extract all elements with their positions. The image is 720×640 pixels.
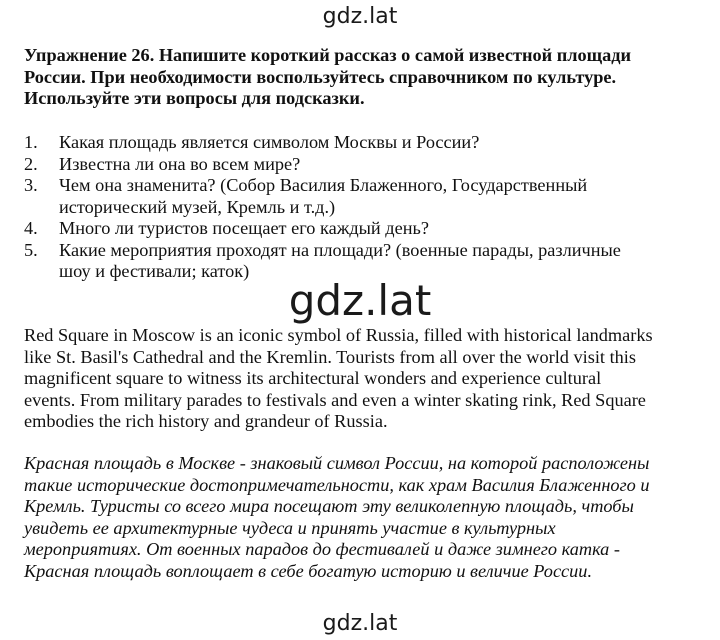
- question-line: Чем она знаменита? (Собор Василия Блаженного, Государственный: [59, 175, 588, 195]
- russian-line: Кремль. Туристы со всего мира посещают эту великолепную площадь, чтобы: [24, 496, 634, 516]
- question-item: [24, 132, 704, 154]
- english-line: Red Square in Moscow is an iconic symbol of Russia, filled with historical landmarks: [24, 325, 653, 345]
- russian-line: мероприятиях. От военных парадов до фестивалей и даже зимнего катка -: [24, 539, 620, 559]
- question-line: Какая площадь является символом Москвы и России?: [59, 132, 480, 152]
- question-line: Известна ли она во всем мире?: [59, 153, 301, 174]
- heading-line: России. При необходимости воспользуйтесь справочником по культуре.: [24, 66, 617, 87]
- question-text: [59, 218, 704, 240]
- watermark-middle: gdz.lat: [288, 276, 432, 325]
- watermark-bottom: gdz.lat: [322, 611, 398, 636]
- question-number: 4.: [24, 218, 38, 238]
- question-item: [24, 175, 704, 218]
- question-line: исторический музей, Кремль и т.д.): [59, 196, 336, 217]
- question-number: 3.: [24, 175, 38, 195]
- heading-line: Используйте эти вопросы для подсказки.: [24, 88, 365, 108]
- english-line: events. From military parades to festivals and even a winter skating rink, Red Square: [24, 389, 646, 410]
- russian-line: Красная площадь в Москве - знаковый символ России, на которой расположены: [24, 453, 650, 473]
- exercise-heading: [24, 45, 694, 110]
- russian-line: Красная площадь воплощает в себе богатую историю и величие России.: [24, 560, 593, 581]
- question-number: 1.: [24, 132, 38, 152]
- russian-line: увидеть ее архитектурные чудеса и принять участие в культурных: [24, 517, 556, 538]
- english-line: embodies the rich history and grandeur of Russia.: [24, 411, 388, 431]
- question-list: [24, 132, 704, 283]
- question-text: [59, 175, 704, 218]
- english-answer-paragraph: [24, 325, 704, 433]
- english-line: magnificent square to witness its architectural wonders and experience cultural: [24, 368, 602, 388]
- question-text: [59, 154, 704, 176]
- russian-line: такие исторические достопримечательности, как храм Василия Блаженного и: [24, 474, 650, 495]
- question-number: 2.: [24, 153, 38, 174]
- heading-line: Упражнение 26. Напишите короткий рассказ о самой известной площади: [24, 45, 632, 65]
- question-number: 5.: [24, 239, 38, 260]
- english-line: like St. Basil's Cathedral and the Kremlin. Tourists from all over the world visit this: [24, 346, 636, 367]
- question-line: Много ли туристов посещает его каждый день?: [59, 218, 429, 238]
- question-item: [24, 218, 704, 240]
- question-line: шоу и фестивали; каток): [59, 261, 250, 281]
- question-item: [24, 154, 704, 176]
- question-text: [59, 132, 704, 154]
- russian-translation-paragraph: [24, 453, 704, 582]
- watermark-top: gdz.lat: [322, 4, 398, 29]
- question-line: Какие мероприятия проходят на площади? (военные парады, различные: [59, 239, 621, 260]
